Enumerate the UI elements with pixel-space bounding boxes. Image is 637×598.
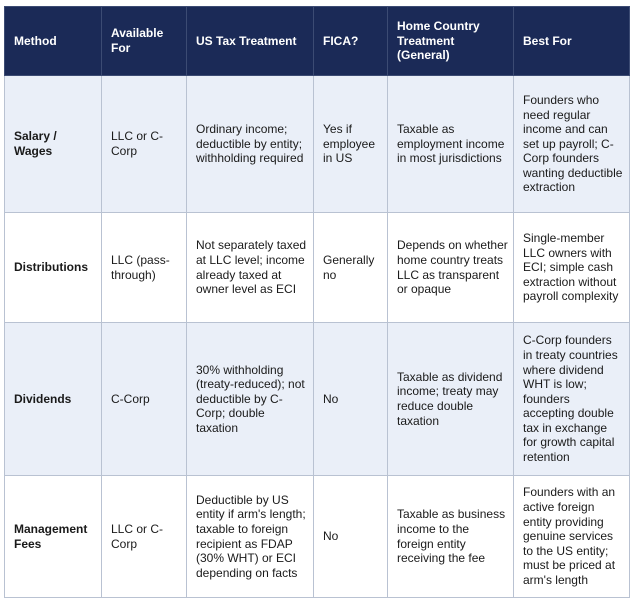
table-row (5, 323, 630, 476)
available-for-cell: LLC (pass-through) (102, 213, 187, 323)
table-row (5, 213, 630, 323)
home-country-cell: Depends on whether home country treats LLC as transparent or opaque (388, 213, 514, 323)
fica-cell: Yes if employee in US (314, 76, 388, 213)
available-for-cell: C-Corp (102, 323, 187, 476)
comparison-table (4, 6, 630, 598)
us-tax-cell: 30% withholding (treaty-reduced); not deductible by C-Corp; double taxation (187, 323, 314, 476)
header-us-tax-treatment: US Tax Treatment (187, 7, 314, 76)
best-for-cell: Founders who need regular income and can set up payroll; C-Corp founders wanting deductible extraction (514, 76, 630, 213)
us-tax-cell: Not separately taxed at LLC level; income already taxed at owner level as ECI (187, 213, 314, 323)
fica-cell: No (314, 476, 388, 598)
header-row (5, 7, 630, 76)
row-method-cell: Distributions (5, 213, 102, 323)
best-for-cell: Single-member LLC owners with ECI; simple cash extraction without payroll complexity (514, 213, 630, 323)
fica-cell: Generally no (314, 213, 388, 323)
header-home-country-treatment: Home Country Treatment (General) (388, 7, 514, 76)
header-fica: FICA? (314, 7, 388, 76)
us-tax-cell: Deductible by US entity if arm's length; taxable to foreign recipient as FDAP (30% WHT) or ECI depending on facts (187, 476, 314, 598)
row-method-cell: Dividends (5, 323, 102, 476)
available-for-cell: LLC or C-Corp (102, 76, 187, 213)
header-best-for: Best For (514, 7, 630, 76)
table-row (5, 76, 630, 213)
home-country-cell: Taxable as employment income in most jurisdictions (388, 76, 514, 213)
home-country-cell: Taxable as business income to the foreign entity receiving the fee (388, 476, 514, 598)
fica-cell: No (314, 323, 388, 476)
row-method-cell: Salary / Wages (5, 76, 102, 213)
header-available-for: Available For (102, 7, 187, 76)
us-tax-cell: Ordinary income; deductible by entity; withholding required (187, 76, 314, 213)
best-for-cell: Founders with an active foreign entity providing genuine services to the US entity; must be priced at arm's length (514, 476, 630, 598)
home-country-cell: Taxable as dividend income; treaty may reduce double taxation (388, 323, 514, 476)
available-for-cell: LLC or C-Corp (102, 476, 187, 598)
best-for-cell: C-Corp founders in treaty countries where dividend WHT is low; founders accepting double tax in exchange for growth capital retention (514, 323, 630, 476)
table-row (5, 476, 630, 598)
row-method-cell: Management Fees (5, 476, 102, 598)
header-method: Method (5, 7, 102, 76)
